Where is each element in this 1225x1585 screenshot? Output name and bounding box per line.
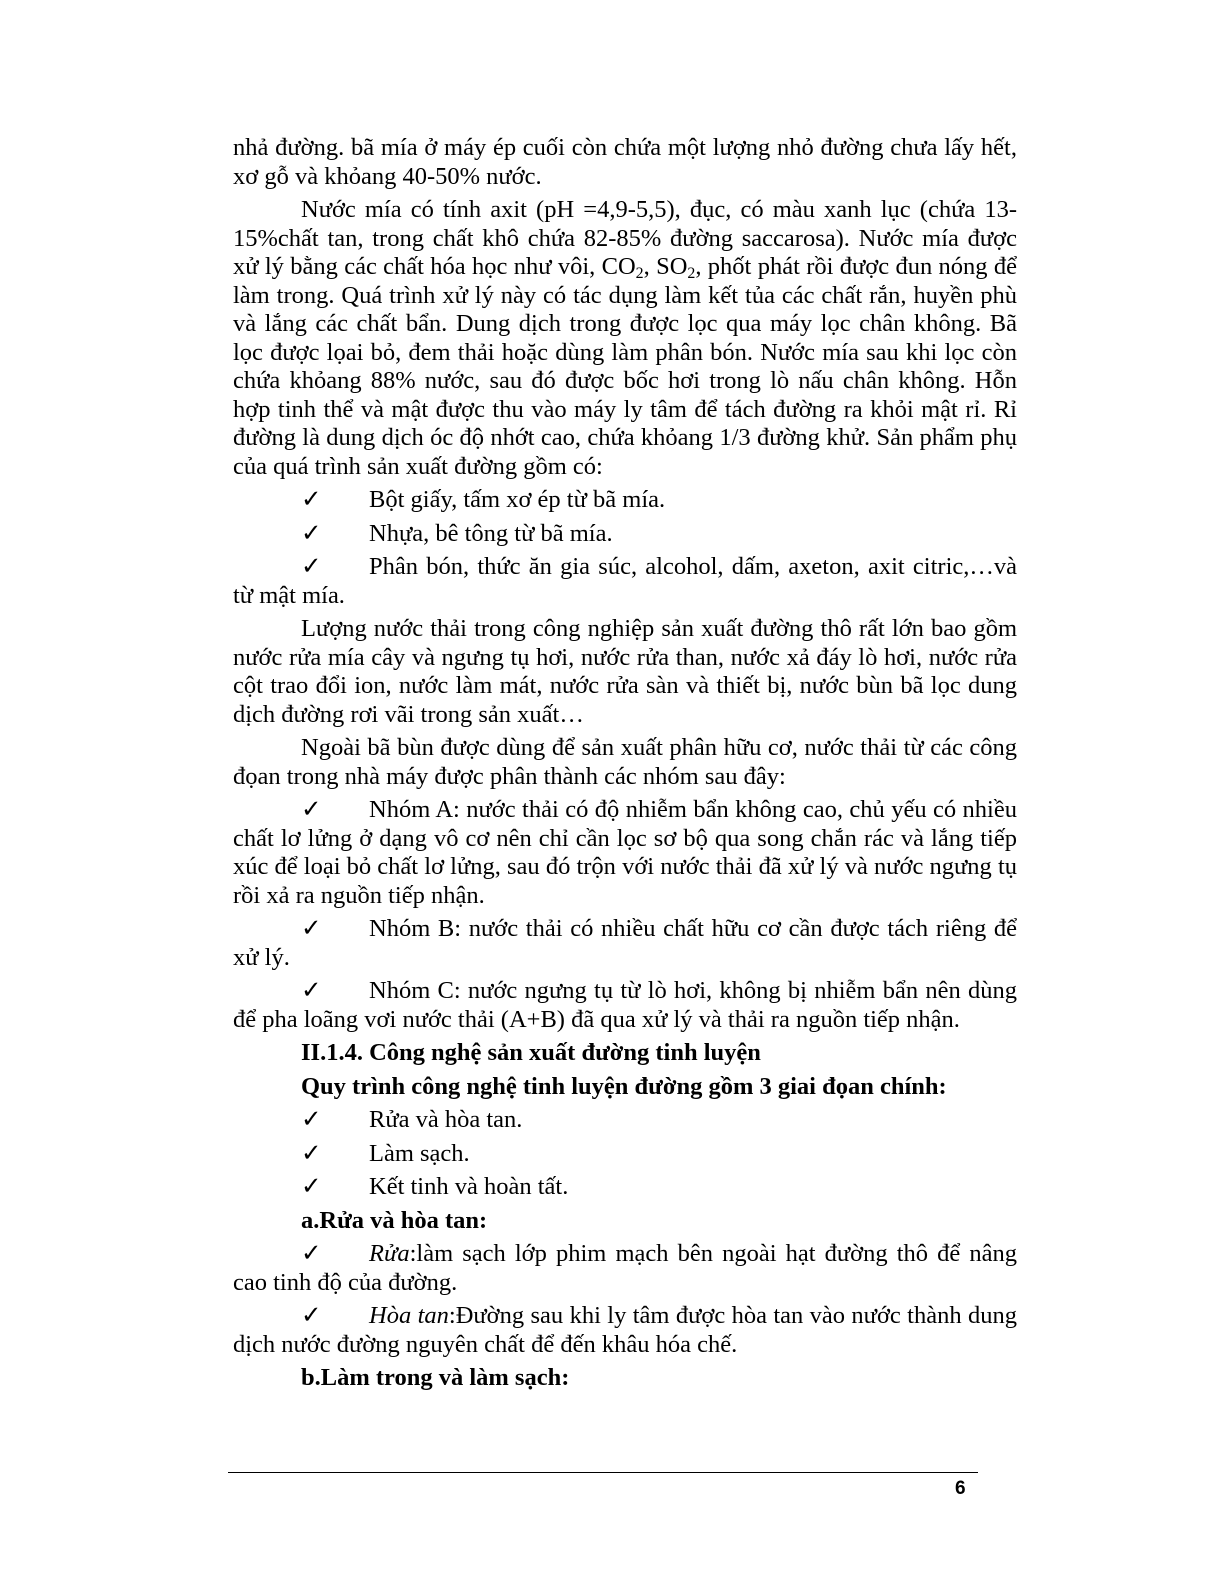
- list-item-text: Phân bón, thức ăn gia súc, alcohol, dấm, axeton, axit citric,…và từ mật mía.: [233, 553, 1017, 609]
- list-item-text: :làm sạch lớp phim mạch bên ngoài hạt đường thô để nâng cao tinh độ của đường.: [233, 1240, 1017, 1296]
- check-icon: ✓: [301, 519, 322, 547]
- check-icon: ✓: [301, 486, 322, 513]
- list-item-text: Nhựa, bê tông từ bã mía.: [369, 519, 613, 547]
- subscript-so2: 2: [687, 264, 696, 282]
- subheading-washing: a.Rửa và hòa tan:: [301, 1206, 488, 1234]
- list-item-step-1: [233, 1106, 1017, 1135]
- page-number: 6: [955, 1478, 966, 1499]
- list-item-text: :Đường sau khi ly tâm được hòa tan vào nước thành dung dịch nước đường nguyên chất để đến khâu hóa chế.: [233, 1302, 1017, 1358]
- list-item-byproduct-2: [233, 520, 1017, 549]
- footer-divider: [228, 1472, 978, 1473]
- paragraph-bagasse: nhả đường. bã mía ở máy ép cuối còn chứa một lượng nhỏ đường chưa lấy hết, xơ gỗ và khỏang 40-50% nước.: [233, 134, 1017, 190]
- paragraph-cane-juice-part2: , SO: [643, 253, 688, 280]
- paragraph-cane-juice: [233, 196, 1017, 481]
- list-item-text: Nhóm B: nước thải có nhiều chất hữu cơ cần được tách riêng để xử lý.: [233, 915, 1017, 971]
- check-icon: ✓: [301, 1106, 322, 1133]
- list-item-text: Nhóm A: nước thải có độ nhiễm bẩn không cao, chủ yếu có nhiều chất lơ lửng ở dạng vô cơ nên chỉ cần lọc sơ bộ qua song chắn rác và lắng tiếp xúc để loại bỏ chất lơ lửng, sau đó trộn với nước thải đã xử lý và nước ngưng tụ rồi xả ra nguồn tiếp nhận.: [233, 796, 1017, 909]
- term-dissolve: Hòa tan: [369, 1302, 449, 1329]
- list-item-step-3: [233, 1173, 1017, 1202]
- check-icon: ✓: [301, 1173, 322, 1200]
- paragraph-cane-juice-part1: Nước mía có tính axit (pH =4,9-5,5), đục, có màu xanh lục (chứa 13-15%chất tan, trong chất khô chứa 82-85% đường saccarosa). Nước mía được xử lý bằng các chất hóa học như vôi, CO: [233, 196, 1017, 280]
- list-item-dissolving: [233, 1302, 1017, 1359]
- list-item-group-c: [233, 977, 1017, 1034]
- list-item-group-b: [233, 915, 1017, 972]
- check-icon: ✓: [301, 1139, 322, 1167]
- list-item-text: Làm sạch.: [369, 1139, 470, 1167]
- paragraph-wastewater-volume: Lượng nước thải trong công nghiệp sản xuất đường thô rất lớn bao gồm nước rửa mía cây và ngưng tụ hơi, nước rửa than, nước xả đáy lò hơi, nước rửa cột trao đổi ion, nước làm mát, nước rửa sàn và thiết bị, nước bùn bã lọc dung dịch đường rơi vãi trong sản xuất…: [233, 615, 1017, 728]
- list-item-washing: [233, 1240, 1017, 1297]
- list-item-group-a: [233, 796, 1017, 910]
- subheading-clarification: b.Làm trong và làm sạch:: [301, 1364, 570, 1391]
- paragraph-cane-juice-part3: , phốt phát rồi được đun nóng để làm trong. Quá trình xử lý này có tác dụng làm kết tủa các chất rắn, huyền phù và lắng các chất bẩn. Dung dịch trong được lọc qua máy lọc chân không. Bã lọc được lọai bỏ, đem thải hoặc dùng làm phân bón. Nước mía sau khi lọc còn chứa khỏang 88% nước, sau đó được bốc hơi trong lò nấu chân không. Hỗn hợp tinh thể và mật được thu vào máy ly tâm để tách đường ra khỏi mật rỉ. Rỉ đường là dung dịch óc độ nhớt cao, chứa khỏang 1/3 đường khử. Sản phẩm phụ của quá trình sản xuất đường gồm có:: [233, 253, 1017, 480]
- check-icon: ✓: [301, 977, 322, 1004]
- check-icon: ✓: [301, 553, 322, 580]
- list-item-text: Bột giấy, tấm xơ ép từ bã mía.: [369, 486, 666, 513]
- term-wash: Rửa: [369, 1240, 410, 1267]
- list-item-text: Kết tinh và hoàn tất.: [369, 1173, 569, 1200]
- section-heading: II.1.4. Công nghệ sản xuất đường tinh luyện: [301, 1039, 761, 1066]
- list-item-text: Nhóm C: nước ngưng tụ từ lò hơi, không bị nhiễm bẩn nên dùng để pha loãng vơi nước thải (A+B) đã qua xử lý và thải ra nguồn tiếp nhận.: [233, 977, 1017, 1033]
- check-icon: ✓: [301, 796, 322, 823]
- page-body: [233, 134, 1017, 1398]
- check-icon: ✓: [301, 1302, 322, 1329]
- subheading-process: Quy trình công nghệ tinh luyện đường gồm 3 giai đọan chính:: [301, 1072, 947, 1100]
- list-item-text: Rửa và hòa tan.: [369, 1106, 523, 1133]
- list-item-step-2: [233, 1140, 1017, 1169]
- check-icon: ✓: [301, 1240, 322, 1267]
- list-item-byproduct-3: [233, 553, 1017, 610]
- paragraph-wastewater-groups: Ngoài bã bùn được dùng để sản xuất phân hữu cơ, nước thải từ các công đọan trong nhà máy được phân thành các nhóm sau đây:: [233, 734, 1017, 790]
- list-item-byproduct-1: [233, 486, 1017, 515]
- check-icon: ✓: [301, 915, 322, 942]
- subscript-co2: 2: [635, 264, 644, 282]
